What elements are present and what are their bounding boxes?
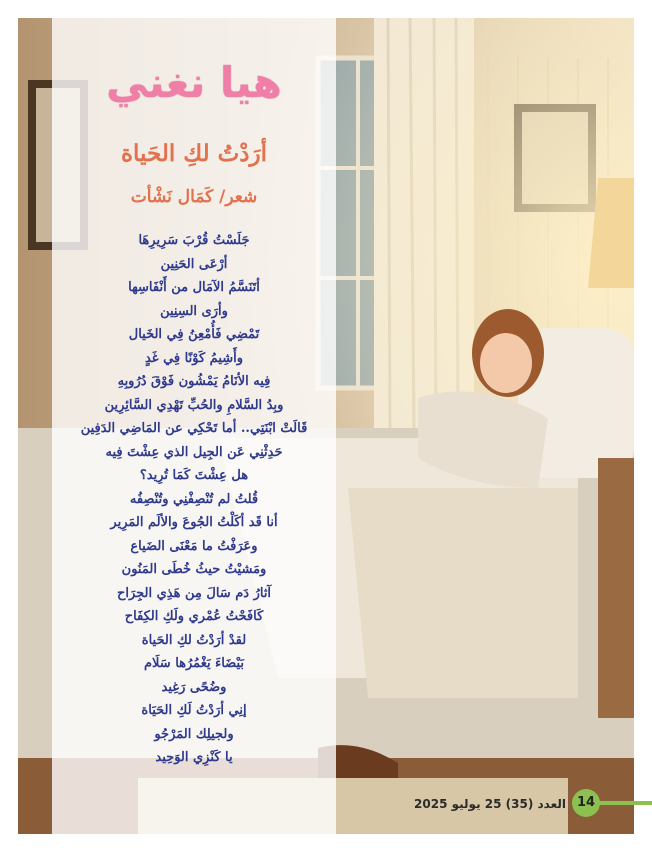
poem-line: أنا قَد أكَلْتُ الجُوعَ والألَم المَرِير [110, 515, 278, 530]
page-number-badge: 14 [572, 789, 600, 817]
poem-line: كَافَحْتُ عُمْري ولَكِ الكِفَاح [124, 609, 264, 624]
footer-accent-line [596, 801, 652, 805]
poem-line: وأَشِيمُ كَوْنًا فِي غَدٍ [144, 350, 244, 366]
poem-line: يا كَنْزِي الوَحِيد [155, 750, 233, 765]
poem-line: وبِدُ السَّلامِ والحُبِّ تَهْدِي السَّائِرِين [104, 397, 284, 413]
poem-line: إنِي أرَدْتُ لَكِ الحَيَاة [141, 703, 247, 718]
poem-line: هل عِشْتَ كَمَا تُرِيد؟ [139, 468, 249, 483]
poem-line: تَمْضِي فَأُمْعِنُ فِي الخَيال [128, 327, 260, 342]
poem-line: وأرَى السِنِين [160, 303, 228, 319]
section-title: هيا نغني [106, 58, 282, 107]
poem-line: لقدْ أرَدْتُ لكِ الحَياة [141, 632, 247, 648]
poem-line: أرْعَى الحَنِين [160, 256, 228, 272]
poem-line: قُلتُ لم تُنْصِفْنِي وتُنْصِفُه [129, 491, 259, 507]
poem-line: جَلَسْتُ قُرْبَ سَرِيرِهَا [138, 233, 250, 248]
poem-line: حَدِثْنِي عَن الجِيل الذي عِشْتَ فِيه [105, 444, 283, 460]
poem-body [52, 229, 336, 770]
poet-credit: شعر/ كَمَال نَشْأت [130, 187, 258, 207]
poem-line: بَيْضَاءَ يَغْمُرُها سَلَام [143, 656, 245, 671]
poem-line: آثارُ دَم سَالَ مِن هَذِي الجِرَاح [116, 585, 272, 601]
issue-info: العدد (35) 25 يوليو 2025 [414, 797, 566, 811]
poem-line: وضُحًى رَغِيد [161, 679, 227, 695]
poem-line: فِيه الأنَامُ يَمْشُون فَوْقَ دُرُوبِهِ [117, 374, 271, 389]
poem-line: وعَرَفْتُ ما مَعْنَى الضَياع [130, 538, 258, 554]
poem-line: أتَنَسَّمُ الآمَال من أَنْفَاسِها [128, 280, 260, 295]
poem-line: ولجيلِك المَرْجُو [154, 726, 234, 742]
poem-line: قَالَتْ ابْنَتِي.. أما تَحْكِي عن المَاضِي الدَفِين [80, 421, 308, 436]
poem-title: أرَدْتُ لكِ الحَياة [120, 140, 268, 167]
poem-line: ومَشيْتُ حيثُ خُطَى المَنُون [121, 562, 267, 577]
